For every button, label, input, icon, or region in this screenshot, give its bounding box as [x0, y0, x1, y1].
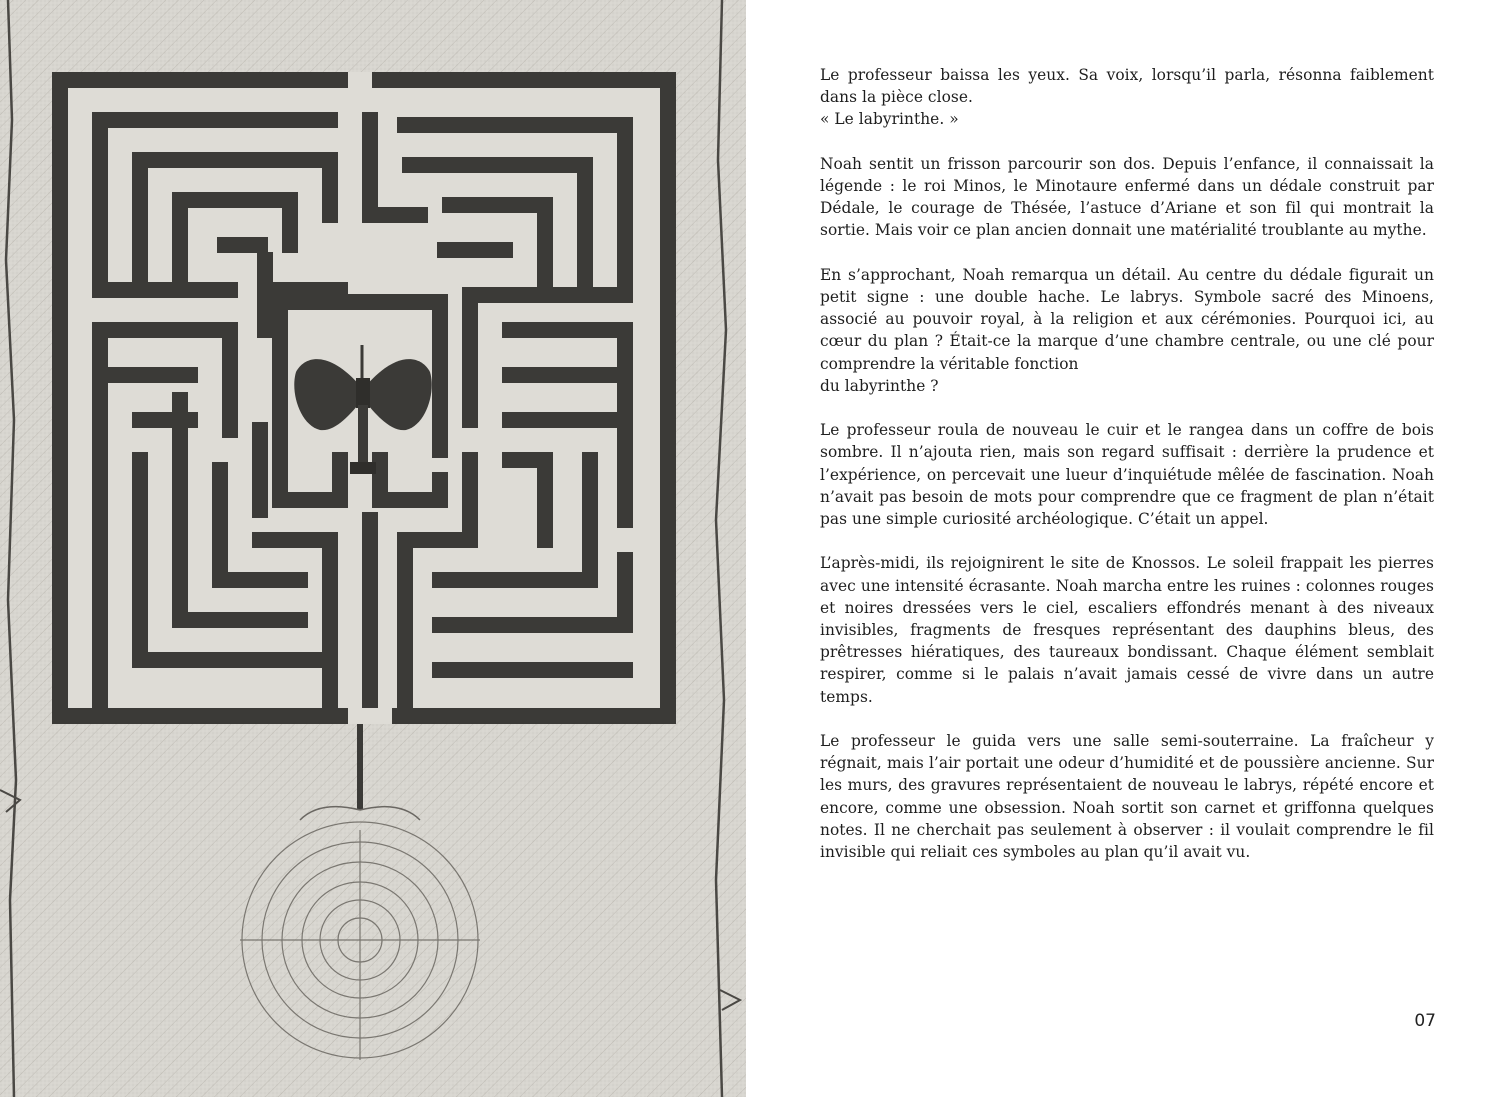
paragraph-line: Noah sentit un frisson parcourir son dos. Depuis l’enfance, il connaissait la légende : le roi Minos, le Minotaure enfermé dans un dédale construit par Dédale, le courage de Thésée, l’astuce d’Ariane et son fil qui montrait la sortie. Mais voir ce plan ancien donnait une matérialité troublante au mythe.: [820, 154, 1434, 240]
paragraph: [820, 64, 1434, 131]
paragraph: [820, 153, 1434, 242]
paragraph-line: « Le labyrinthe. »: [820, 110, 959, 129]
paragraph-line: Le professeur roula de nouveau le cuir et le rangea dans un coffre de bois sombre. Il n’ajouta rien, mais son regard suffisait : derrière la prudence et l’expérience, on percevait une lueur d’inquiétude mêlée de fascination. Noah n’avait pas besoin de mots pour comprendre que ce fragment de plan n’était pas une simple curiosité archéologique. C’était un appel.: [820, 421, 1434, 529]
paragraph-line: L’après-midi, ils rejoignirent le site de Knossos. Le soleil frappait les pierres avec une intensité écrasante. Noah marcha entre les ruines : colonnes rouges et noires dressées vers le ciel, escaliers effondrés menant à des niveaux invisibles, fragments de fresques représentant des dauphins bleus, des prêtresses hiératiques, des taureaux bondissant. Chaque élément semblait respirer, comme si le palais n’avait jamais cessé de vivre dans un autre temps.: [820, 554, 1434, 706]
paragraph-line: En s’approchant, Noah remarqua un détail. Au centre du dédale figurait un petit signe : une double hache. Le labrys. Symbole sacré des Minoens, associé au pouvoir royal, à la religion et aux cérémonies. Pourquoi ici, au cœur du plan ? Était-ce la marque d’une chambre centrale, ou une clé pour comprendre la véritable fonction: [820, 265, 1434, 373]
paragraph-line: Le professeur le guida vers une salle semi-souterraine. La fraîcheur y régnait, mais l’air portait une odeur d’humidité et de poussière ancienne. Sur les murs, des gravures représentaient de nouveau le labrys, répété encore et encore, comme une obsession. Noah sortit son carnet et griffonna quelques notes. Il ne cherchait pas seulement à observer : il voulait comprendre le fil invisible qui reliait ces symboles au plan qu’il avait vu.: [820, 732, 1434, 862]
page-number: 07: [1414, 1011, 1436, 1031]
labyrinth-map-icon: [0, 0, 746, 1097]
story-text: [820, 64, 1434, 885]
paragraph: [820, 552, 1434, 707]
paragraph: [820, 264, 1434, 397]
text-page: [746, 0, 1500, 1097]
labyrinth-illustration: [0, 0, 746, 1097]
paragraph: [820, 730, 1434, 863]
paragraph-line: Le professeur baissa les yeux. Sa voix, lorsqu’il parla, résonna faiblement dans la pièce close.: [820, 66, 1434, 107]
paragraph-line: du labyrinthe ?: [820, 376, 939, 395]
paragraph: [820, 419, 1434, 530]
